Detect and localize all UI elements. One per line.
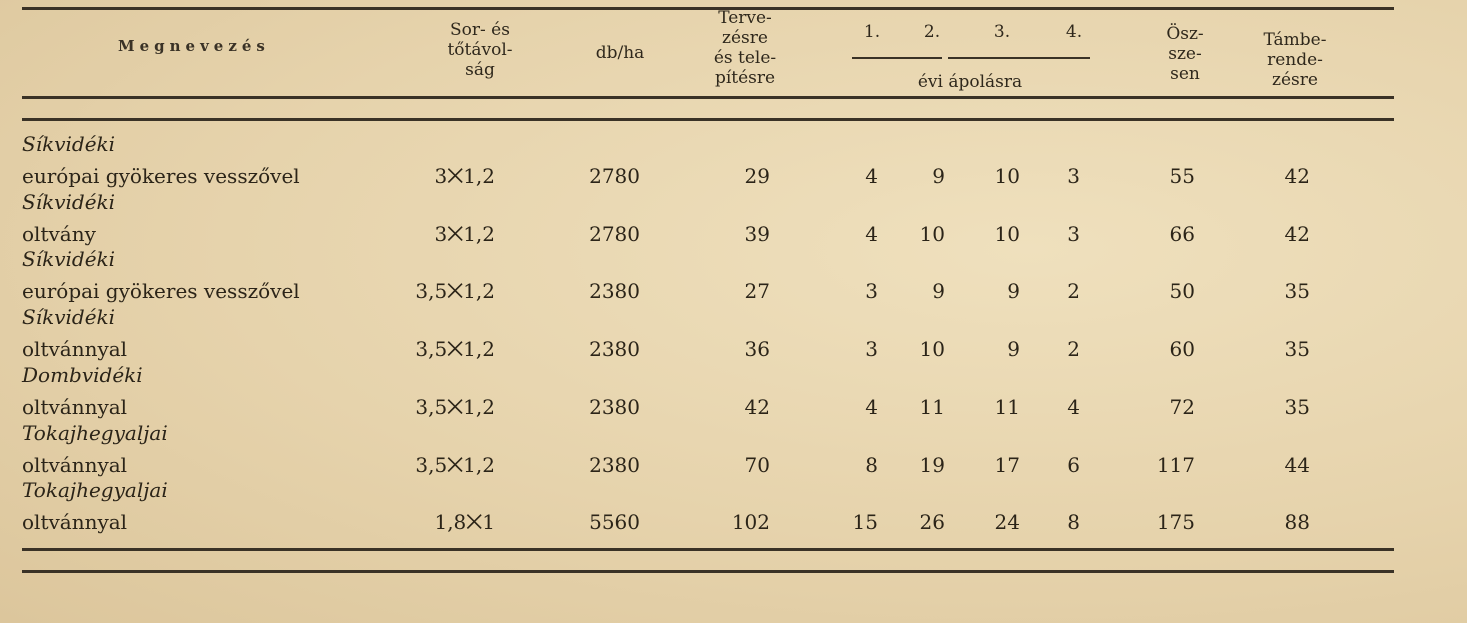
cell-total: 72 bbox=[1169, 394, 1195, 419]
cell-y2: 19 bbox=[919, 452, 945, 477]
cell-y2: 9 bbox=[932, 164, 945, 188]
header-support: Támbe- rende- zésre bbox=[1263, 30, 1327, 90]
header-year-3: 3. bbox=[993, 22, 1011, 42]
row-description: oltvány bbox=[22, 221, 96, 246]
cell-support: 88 bbox=[1284, 510, 1310, 535]
cell-y2: 26 bbox=[919, 510, 945, 535]
table-bottom-rule-2 bbox=[22, 570, 1394, 573]
cell-y3: 9 bbox=[1007, 279, 1020, 304]
cell-y2: 10 bbox=[919, 221, 945, 246]
cell-support: 42 bbox=[1284, 164, 1310, 188]
row-description: európai gyökeres vesszővel bbox=[22, 164, 300, 188]
cell-support: 42 bbox=[1284, 221, 1310, 246]
row-description: oltvánnyal bbox=[22, 337, 128, 362]
header-care: évi ápolásra bbox=[917, 72, 1023, 92]
row-region-label: Síkvidéki bbox=[22, 189, 116, 214]
cell-planning: 27 bbox=[744, 279, 770, 304]
cell-planning: 29 bbox=[744, 164, 770, 188]
cell-y2: 11 bbox=[919, 394, 945, 419]
cell-density: 2380 bbox=[589, 337, 640, 362]
row-region-label: Tokajhegyaljai bbox=[22, 478, 168, 503]
cell-spacing: 3,5⨉1,2 bbox=[415, 337, 495, 362]
cell-total: 55 bbox=[1169, 164, 1195, 188]
header-spacing: Sor- és tőtávol- ság bbox=[447, 20, 513, 80]
year-subrule-right bbox=[948, 57, 1090, 59]
cell-spacing: 1,8⨉1 bbox=[434, 510, 495, 535]
cell-y4: 8 bbox=[1067, 510, 1080, 535]
cell-support: 35 bbox=[1284, 337, 1310, 362]
cell-planning: 36 bbox=[744, 337, 770, 362]
cell-density: 2380 bbox=[589, 279, 640, 304]
header-year-1: 1. bbox=[863, 22, 881, 42]
cell-y2: 9 bbox=[932, 279, 945, 304]
cell-support: 44 bbox=[1284, 452, 1310, 477]
cell-y3: 17 bbox=[994, 452, 1020, 477]
cell-y1: 3 bbox=[865, 279, 878, 304]
cell-density: 2380 bbox=[589, 452, 640, 477]
cell-y4: 2 bbox=[1067, 337, 1080, 362]
cell-total: 117 bbox=[1156, 452, 1195, 477]
cell-support: 35 bbox=[1284, 394, 1310, 419]
cell-y1: 15 bbox=[852, 510, 878, 535]
header-total: Ösz- sze- sen bbox=[1166, 24, 1204, 84]
cell-y3: 10 bbox=[994, 164, 1020, 188]
cell-y3: 11 bbox=[994, 394, 1020, 419]
header-density: db/ha bbox=[595, 43, 645, 63]
row-description: oltvánnyal bbox=[22, 452, 128, 477]
cell-y1: 4 bbox=[865, 394, 878, 419]
cell-y3: 24 bbox=[994, 510, 1020, 535]
row-region-label: Síkvidéki bbox=[22, 247, 116, 272]
cell-planning: 42 bbox=[744, 394, 770, 419]
row-region-label: Síkvidéki bbox=[22, 132, 116, 156]
row-description: oltvánnyal bbox=[22, 394, 128, 419]
cell-density: 2780 bbox=[589, 221, 640, 246]
cell-spacing: 3⨉1,2 bbox=[434, 221, 495, 246]
cell-y4: 2 bbox=[1067, 279, 1080, 304]
cell-y4: 6 bbox=[1067, 452, 1080, 477]
cell-spacing: 3,5⨉1,2 bbox=[415, 452, 495, 477]
row-description: oltvánnyal bbox=[22, 510, 128, 535]
cell-total: 60 bbox=[1169, 337, 1195, 362]
cell-support: 35 bbox=[1284, 279, 1310, 304]
year-subrule-left bbox=[852, 57, 942, 59]
cell-y4: 4 bbox=[1067, 394, 1080, 419]
cell-total: 50 bbox=[1169, 279, 1195, 304]
header-year-2: 2. bbox=[923, 22, 941, 42]
cell-total: 175 bbox=[1156, 510, 1195, 535]
cell-total: 66 bbox=[1169, 221, 1195, 246]
cell-planning: 102 bbox=[731, 510, 770, 535]
cell-y4: 3 bbox=[1067, 221, 1080, 246]
header-planning: Terve- zésre és tele- pítésre bbox=[713, 8, 777, 88]
cell-y3: 9 bbox=[1007, 337, 1020, 362]
header-rule-1 bbox=[22, 96, 1394, 99]
cell-y1: 4 bbox=[865, 221, 878, 246]
cell-density: 5560 bbox=[589, 510, 640, 535]
cell-spacing: 3,5⨉1,2 bbox=[415, 279, 495, 304]
cell-y1: 3 bbox=[865, 337, 878, 362]
cell-y2: 10 bbox=[919, 337, 945, 362]
cell-y1: 4 bbox=[865, 164, 878, 188]
header-year-4: 4. bbox=[1065, 22, 1083, 42]
row-region-label: Tokajhegyaljai bbox=[22, 420, 168, 445]
cell-y1: 8 bbox=[865, 452, 878, 477]
header-rule-2 bbox=[22, 118, 1394, 121]
table-bottom-rule-1 bbox=[22, 548, 1394, 551]
cell-y3: 10 bbox=[994, 221, 1020, 246]
row-description: európai gyökeres vesszővel bbox=[22, 279, 300, 304]
cell-spacing: 3⨉1,2 bbox=[434, 164, 495, 188]
row-region-label: Síkvidéki bbox=[22, 305, 116, 330]
cell-y4: 3 bbox=[1067, 164, 1080, 188]
row-region-label: Dombvidéki bbox=[22, 362, 143, 387]
cell-spacing: 3,5⨉1,2 bbox=[415, 394, 495, 419]
cell-planning: 39 bbox=[744, 221, 770, 246]
cell-density: 2780 bbox=[589, 164, 640, 188]
header-name: Megnevezés bbox=[118, 37, 270, 55]
cell-planning: 70 bbox=[744, 452, 770, 477]
cell-density: 2380 bbox=[589, 394, 640, 419]
